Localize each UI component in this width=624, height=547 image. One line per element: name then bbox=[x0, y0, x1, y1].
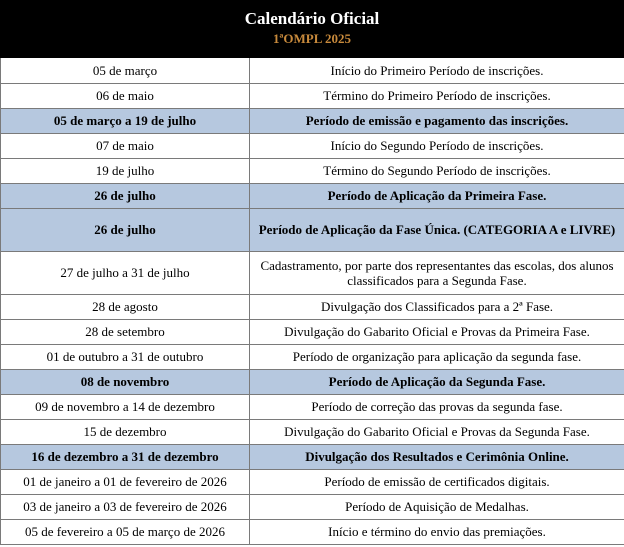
row-date: 26 de julho bbox=[1, 208, 250, 251]
row-date: 03 de janeiro a 03 de fevereiro de 2026 bbox=[1, 494, 250, 519]
table-row bbox=[1, 58, 624, 83]
table-row bbox=[1, 83, 624, 108]
calendar-subtitle: 1ªOMPL 2025 bbox=[273, 31, 351, 46]
row-date: 05 de fevereiro a 05 de março de 2026 bbox=[1, 519, 250, 544]
row-date: 26 de julho bbox=[1, 183, 250, 208]
row-date: 05 de março a 19 de julho bbox=[1, 108, 250, 133]
row-event: Período de Aplicação da Primeira Fase. bbox=[250, 183, 624, 208]
row-date: 28 de agosto bbox=[1, 294, 250, 319]
table-row-highlighted bbox=[1, 444, 624, 469]
table-row-highlighted bbox=[1, 108, 624, 133]
row-event: Término do Segundo Período de inscrições. bbox=[250, 158, 624, 183]
row-event: Divulgação dos Classificados para a 2ª Fase. bbox=[250, 294, 624, 319]
row-date: 09 de novembro a 14 de dezembro bbox=[1, 394, 250, 419]
row-event: Início do Primeiro Período de inscrições. bbox=[250, 58, 624, 83]
row-event: Período de emissão de certificados digitais. bbox=[250, 469, 624, 494]
table-row bbox=[1, 294, 624, 319]
row-date: 16 de dezembro a 31 de dezembro bbox=[1, 444, 250, 469]
row-date: 06 de maio bbox=[1, 83, 250, 108]
row-event: Término do Primeiro Período de inscrições. bbox=[250, 83, 624, 108]
calendar-header bbox=[0, 0, 624, 58]
calendar-title: Calendário Oficial bbox=[244, 9, 380, 28]
table-row bbox=[1, 319, 624, 344]
table-row bbox=[1, 469, 624, 494]
table-row bbox=[1, 519, 624, 544]
table-row bbox=[1, 394, 624, 419]
table-row bbox=[1, 419, 624, 444]
row-date: 27 de julho a 31 de julho bbox=[1, 251, 250, 294]
table-row bbox=[1, 494, 624, 519]
row-event: Divulgação dos Resultados e Cerimônia Online. bbox=[250, 444, 624, 469]
row-event: Início do Segundo Período de inscrições. bbox=[250, 133, 624, 158]
row-date: 08 de novembro bbox=[1, 369, 250, 394]
row-event: Período de Aplicação da Segunda Fase. bbox=[250, 369, 624, 394]
row-event: Período de correção das provas da segunda fase. bbox=[250, 394, 624, 419]
table-row-highlighted bbox=[1, 208, 624, 251]
row-date: 01 de outubro a 31 de outubro bbox=[1, 344, 250, 369]
table-row bbox=[1, 344, 624, 369]
row-event: Cadastramento, por parte dos representantes das escolas, dos alunos classificados para a Segunda Fase. bbox=[250, 251, 624, 294]
row-event: Período de organização para aplicação da segunda fase. bbox=[250, 344, 624, 369]
row-date: 28 de setembro bbox=[1, 319, 250, 344]
row-date: 07 de maio bbox=[1, 133, 250, 158]
row-date: 05 de março bbox=[1, 58, 250, 83]
row-event: Início e término do envio das premiações. bbox=[250, 519, 624, 544]
table-row bbox=[1, 158, 624, 183]
schedule-table bbox=[0, 58, 624, 545]
row-event: Divulgação do Gabarito Oficial e Provas da Primeira Fase. bbox=[250, 319, 624, 344]
row-date: 19 de julho bbox=[1, 158, 250, 183]
row-event: Divulgação do Gabarito Oficial e Provas da Segunda Fase. bbox=[250, 419, 624, 444]
table-row-highlighted bbox=[1, 369, 624, 394]
row-event: Período de Aquisição de Medalhas. bbox=[250, 494, 624, 519]
row-event: Período de Aplicação da Fase Única. (CATEGORIA A e LIVRE) bbox=[250, 208, 624, 251]
table-row-highlighted bbox=[1, 183, 624, 208]
table-row bbox=[1, 251, 624, 294]
row-date: 15 de dezembro bbox=[1, 419, 250, 444]
table-row bbox=[1, 133, 624, 158]
row-date: 01 de janeiro a 01 de fevereiro de 2026 bbox=[1, 469, 250, 494]
row-event: Período de emissão e pagamento das inscrições. bbox=[250, 108, 624, 133]
